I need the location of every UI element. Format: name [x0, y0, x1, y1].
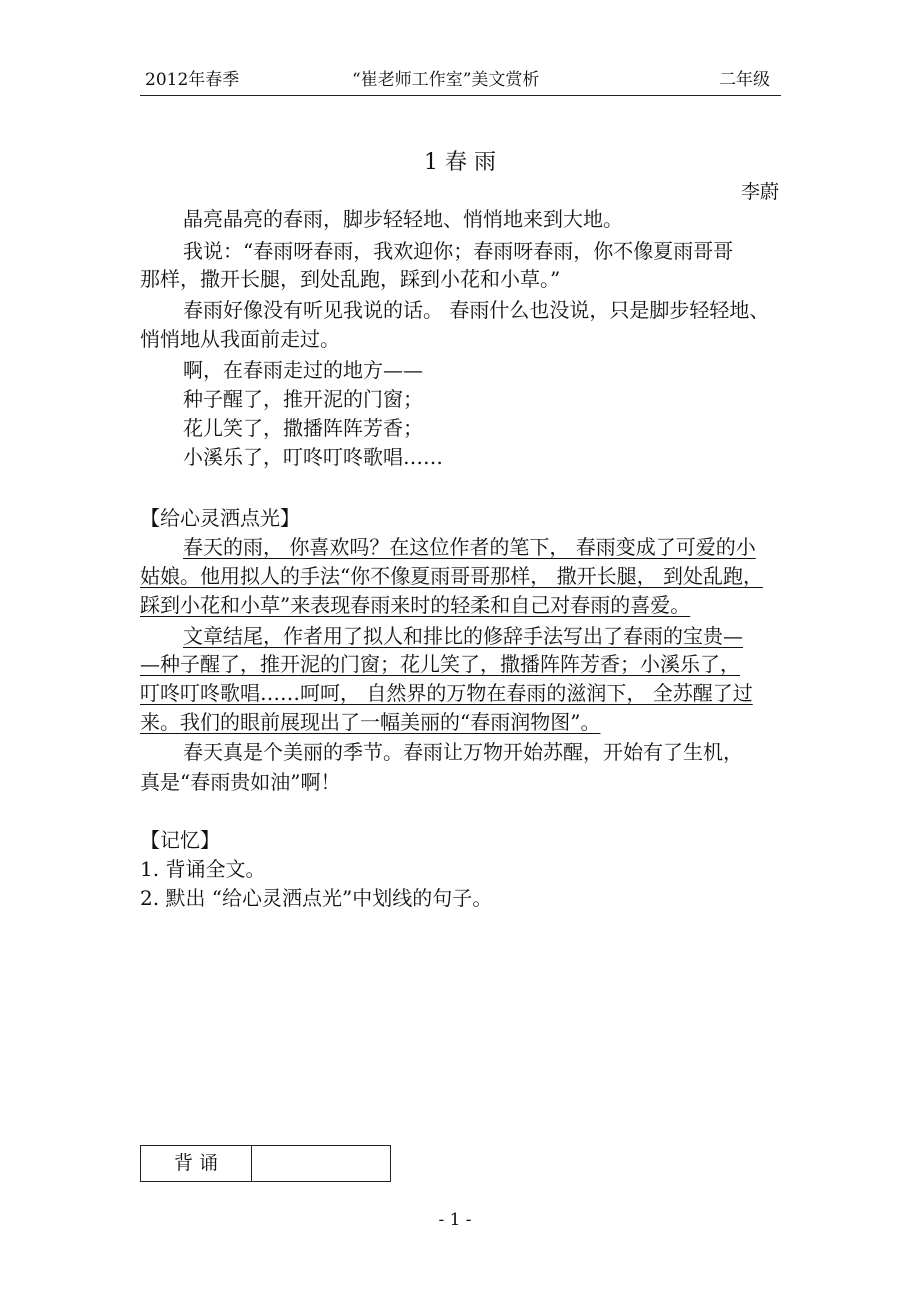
appreciation-line-text: 春天的雨， 你喜欢吗？在这位作者的笔下， 春雨变成了可爱的小 [183, 535, 756, 559]
poem-line: 那样，撒开长腿，到处乱跑，踩到小花和小草。” [140, 267, 561, 291]
appreciation-line-underlined [140, 593, 690, 617]
poem-line: 晶亮晶亮的春雨，脚步轻轻地、悄悄地来到大地。 [183, 207, 623, 231]
appreciation-heading: 【给心灵洒点光】 [140, 506, 300, 530]
header-series-title: “崔老师工作室”美文赏析 [352, 70, 540, 90]
header-grade: 二年级 [719, 70, 770, 90]
poem-line: 我说：“春雨呀春雨，我欢迎你；春雨呀春雨，你不像夏雨哥哥 [183, 239, 734, 263]
article-author: 李蔚 [740, 181, 779, 203]
poem-line: 小溪乐了，叮咚叮咚歌唱…… [183, 445, 443, 469]
recitation-label-cell: 背 诵 [141, 1146, 252, 1181]
appreciation-line-underlined [183, 535, 756, 559]
appreciation-line-text: 姑娘。他用拟人的手法“你不像夏雨哥哥那样， 撒开长腿， 到处乱跑， [140, 564, 763, 588]
poem-line: 啊，在春雨走过的地方—— [183, 358, 423, 382]
page-number: - 1 - [438, 1210, 472, 1230]
appreciation-line-underlined [140, 681, 753, 705]
appreciation-line-underlined [140, 564, 763, 588]
appreciation-line: 春天真是个美丽的季节。春雨让万物开始苏醒，开始有了生机， [183, 740, 743, 764]
appreciation-line-text: 叮咚叮咚歌唱……呵呵， 自然界的万物在春雨的滋润下， 全苏醒了过 [140, 681, 753, 705]
poem-line: 悄悄地从我面前走过。 [140, 327, 340, 351]
poem-line: 种子醒了，推开泥的门窗； [183, 387, 423, 411]
memory-heading: 【记忆】 [140, 828, 220, 852]
article-title: 1 春 雨 [424, 150, 496, 175]
header-term: 2012年春季 [145, 70, 240, 90]
recitation-value-cell[interactable] [252, 1146, 390, 1181]
memory-item: 2. 默出 “给心灵洒点光”中划线的句子。 [140, 886, 493, 910]
poem-line: 花儿笑了，撒播阵阵芳香； [183, 416, 423, 440]
appreciation-line-underlined [140, 652, 740, 676]
appreciation-line-text: 文章结尾，作者用了拟人和排比的修辞手法写出了春雨的宝贵— [183, 624, 743, 648]
appreciation-line-text: —种子醒了，推开泥的门窗；花儿笑了，撒播阵阵芳香；小溪乐了， [140, 652, 740, 676]
appreciation-line-text: 来。我们的眼前展现出了一幅美丽的“春雨润物图”。 [140, 710, 601, 734]
poem-line: 春雨好像没有听见我说的话。 春雨什么也没说，只是脚步轻轻地、 [183, 298, 770, 322]
appreciation-line: 真是“春雨贵如油”啊！ [140, 770, 341, 794]
appreciation-line-text: 踩到小花和小草”来表现春雨来时的轻柔和自己对春雨的喜爱。 [140, 593, 691, 617]
recitation-score-table [140, 1145, 391, 1182]
memory-item: 1. 背诵全文。 [140, 857, 266, 881]
appreciation-line-underlined [140, 710, 600, 734]
header-rule [140, 95, 781, 96]
appreciation-line-underlined [183, 624, 743, 648]
